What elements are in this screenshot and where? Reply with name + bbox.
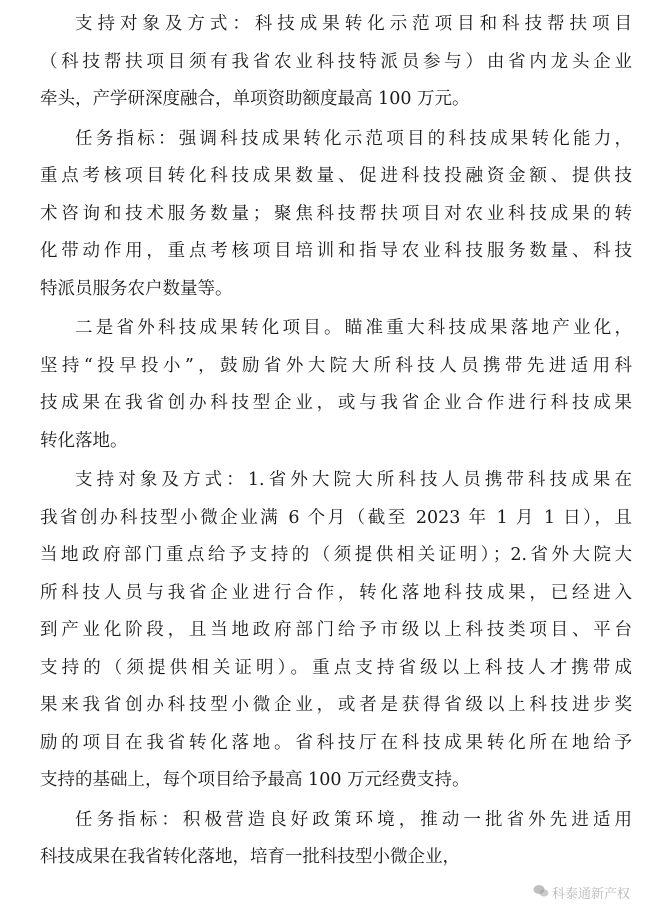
paragraph-task-indicators-2 <box>40 802 632 877</box>
text-line: 支持的（须提供相关证明）。重点支持省级以上科技人才携带成 <box>40 657 632 678</box>
text-line: 化带动作用，重点考核项目培训和指导农业科技服务数量、科技 <box>40 241 632 261</box>
text-line: 术咨询和技术服务数量；聚焦科技帮扶项目对农业科技成果的转 <box>40 203 632 224</box>
wechat-icon <box>533 884 549 902</box>
text-line: 支持对象及方式：科技成果转化示范项目和科技帮扶项目 <box>75 14 632 34</box>
watermark <box>533 883 630 902</box>
watermark-text: 科泰通新产权 <box>551 887 630 902</box>
text-line: 转化落地。 <box>40 430 128 451</box>
text-line: 当地政府部门重点给予支持的（须提供相关证明）；2.省外大院大 <box>40 545 632 565</box>
text-line: （科技帮扶项目须有我省农业科技特派员参与）由省内龙头企业 <box>40 51 632 72</box>
text-line: 支持的基础上，每个项目给予最高 100 万元经费支持。 <box>40 770 470 790</box>
paragraph-support-method-2 <box>40 462 632 800</box>
text-line: 牵头，产学研深度融合，单项资助额度最高 100 万元。 <box>40 89 470 109</box>
text-line: 果来我省创办科技型小微企业，或者是获得省级以上科技进步奖 <box>40 695 632 715</box>
paragraph-support-method-1 <box>40 6 632 119</box>
paragraph-task-indicators-1 <box>40 121 632 309</box>
text-line: 我省创办科技型小微企业满 6 个月（截至 2023 年 1 月 1 日），且 <box>40 507 632 528</box>
text-line: 二是省外科技成果转化项目。瞄准重大科技成果落地产业化， <box>75 318 632 338</box>
paragraph-out-of-province-projects <box>40 310 632 460</box>
text-line: 励的项目在我省转化落地。省科技厅在科技成果转化所在地给予 <box>40 732 632 753</box>
text-line: 到产业化阶段，且当地政府部门给予市级以上科技类项目、平台 <box>40 620 632 640</box>
text-line: 任务指标：强调科技成果转化示范项目的科技成果转化能力， <box>75 128 632 149</box>
document-page <box>40 6 632 879</box>
text-line: 所科技人员与我省企业进行合作，转化落地科技成果，已经进入 <box>40 582 632 603</box>
text-line: 科技成果在我省转化落地，培育一批科技型小微企业， <box>40 847 460 867</box>
text-line: 支持对象及方式：1.省外大院大所科技人员携带科技成果在 <box>75 470 632 490</box>
text-line: 坚持“投早投小”，鼓励省外大院大所科技人员携带先进适用科 <box>40 355 632 376</box>
text-line: 任务指标：积极营造良好政策环境，推动一批省外先进适用 <box>75 809 632 830</box>
text-line: 重点考核项目转化科技成果数量、促进科技投融资金额、提供技 <box>40 166 632 186</box>
text-line: 特派员服务农户数量等。 <box>40 278 233 299</box>
text-line: 技成果在我省创办科技型企业，或与我省企业合作进行科技成果 <box>40 393 632 413</box>
